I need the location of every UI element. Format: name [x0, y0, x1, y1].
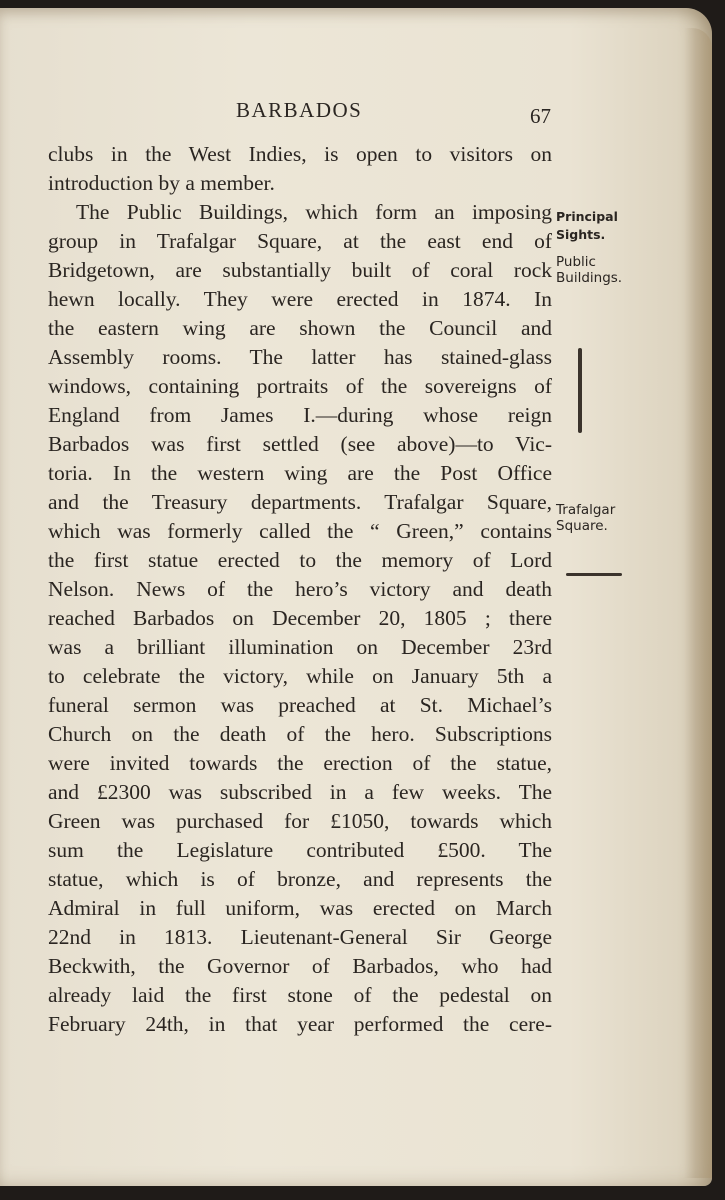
page-curl-edge [684, 28, 712, 1178]
margin-heading-line: Sights. [556, 227, 606, 242]
body-line: Green was purchased for £1050, towards which [48, 809, 552, 833]
body-line: were invited towards the erection of the statue, [48, 751, 552, 775]
margin-note-public-buildings [556, 254, 622, 286]
body-line: already laid the first stone of the pedestal on [48, 983, 552, 1007]
running-title: BARBADOS [236, 98, 363, 122]
body-line: Barbados was first settled (see above)—to Vic- [48, 432, 552, 456]
margin-heading-line: Principal [556, 209, 618, 224]
body-line: Bridgetown, are substantially built of coral rock [48, 258, 552, 282]
body-line: group in Trafalgar Square, at the east end of [48, 229, 552, 253]
body-line: the first statue erected to the memory of Lord [48, 548, 552, 572]
body-line: Nelson. News of the hero’s victory and death [48, 577, 552, 601]
margin-note-line: Square. [556, 518, 608, 534]
margin-pencil-mark [578, 348, 582, 433]
margin-heading [556, 208, 618, 244]
body-line: windows, containing portraits of the sovereigns of [48, 374, 552, 398]
body-line: which was formerly called the “ Green,” contains [48, 519, 552, 543]
margin-pencil-mark [566, 573, 622, 576]
margin-note-line: Trafalgar [556, 502, 616, 518]
page-number: 67 [530, 104, 551, 128]
body-line: was a brilliant illumination on December 23rd [48, 635, 552, 659]
body-line: funeral sermon was preached at St. Michael’s [48, 693, 552, 717]
body-line: introduction by a member. [48, 171, 275, 195]
body-line: sum the Legislature contributed £500. The [48, 838, 552, 862]
body-line: and the Treasury departments. Trafalgar Square, [48, 490, 552, 514]
body-line: reached Barbados on December 20, 1805 ; there [48, 606, 552, 630]
margin-note-trafalgar-square [556, 502, 615, 534]
body-line: Beckwith, the Governor of Barbados, who had [48, 954, 552, 978]
body-line: the eastern wing are shown the Council and [48, 316, 552, 340]
body-line: and £2300 was subscribed in a few weeks. The [48, 780, 552, 804]
body-text [48, 140, 552, 1039]
body-line: toria. In the western wing are the Post Office [48, 461, 552, 485]
book-page [0, 8, 712, 1186]
body-line: Admiral in full uniform, was erected on March [48, 896, 552, 920]
margin-note-line: Public [556, 254, 596, 270]
body-line: England from James I.—during whose reign [48, 403, 552, 427]
body-line: to celebrate the victory, while on January 5th a [48, 664, 552, 688]
body-line: February 24th, in that year performed the cere- [48, 1012, 552, 1036]
running-head [0, 98, 712, 128]
body-line: hewn locally. They were erected in 1874. In [48, 287, 552, 311]
body-line: 22nd in 1813. Lieutenant-General Sir George [48, 925, 552, 949]
body-line: statue, which is of bronze, and represents the [48, 867, 552, 891]
body-line: The Public Buildings, which form an imposing [76, 200, 552, 224]
body-line: Assembly rooms. The latter has stained-glass [48, 345, 552, 369]
margin-note-line: Buildings. [556, 270, 623, 286]
body-line: clubs in the West Indies, is open to visitors on [48, 142, 552, 166]
body-line: Church on the death of the hero. Subscriptions [48, 722, 552, 746]
